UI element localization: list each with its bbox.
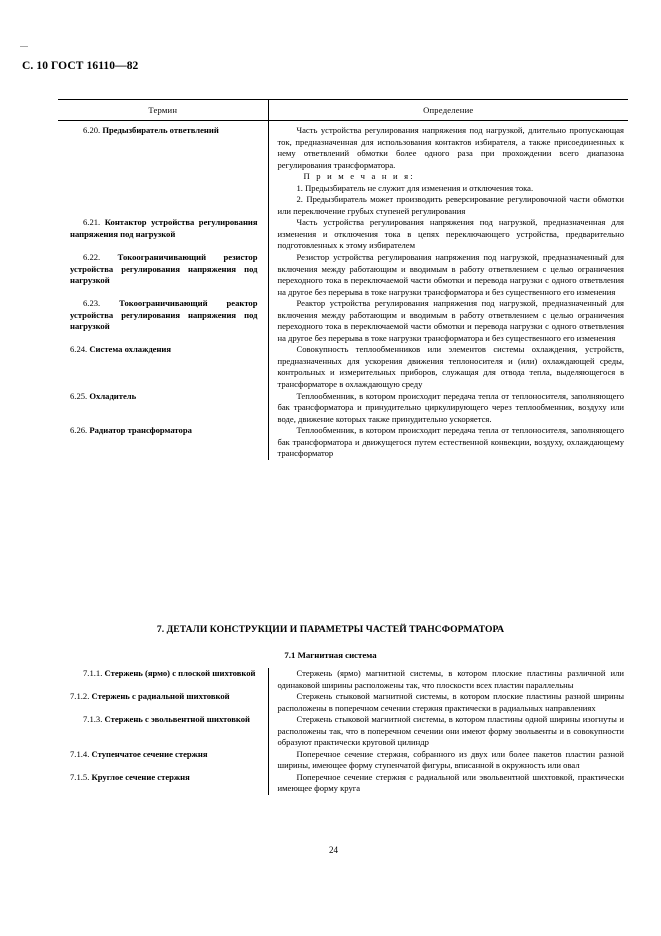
term-label: Стержень (ярмо) с плоской шихтовкой: [104, 668, 256, 678]
header-rule: [20, 46, 28, 47]
term-cell: [58, 217, 268, 252]
term-number: 6.25.: [70, 390, 88, 401]
definition-text: Совокупность теплообменников или элементов системы охлаждения, устройств, предназначенных для ускорения движения теплоносителя и (или) охлаждающей среды, контрольных и измерительных приборов, служащая для отвода тепла, выделяющегося в трансформаторе в охлаждающую среду: [277, 344, 624, 390]
term-label: Круглое сечение стержня: [91, 771, 190, 782]
definition-cell: [268, 772, 628, 795]
term-label: Стержень с эвольвентной шихтовкой: [104, 714, 250, 725]
definition-text: Теплообменник, в котором происходит передача тепла от теплоносителя, заполняющего бак трансформатора и движущегося путем естественной конвекции, воздуху, охлаждающему трансформатор: [277, 425, 624, 459]
definition-text: Стержень (ярмо) магнитной системы, в котором плоские пластины различной или одинаковой ширины расположены так, что плоскости всех пластин параллельны: [277, 668, 624, 690]
definition-text: Поперечное сечение стержня с радиальной или эвольвентной шихтовкой, практически имеющее форму круга: [277, 771, 624, 794]
term-cell: [58, 668, 268, 691]
table-row: [58, 772, 628, 795]
definition-text: Стержень стыковой магнитной системы, в котором плоские пластины разной ширины расположены в поперечном сечении стержня практически в радиальных направлениях: [277, 691, 624, 713]
term-number: 7.1.4.: [70, 748, 90, 759]
term-cell: [58, 714, 268, 749]
term-number: 6.23.: [83, 298, 101, 309]
page-folio: [0, 845, 661, 855]
terms-table-1: [58, 100, 628, 460]
column-header-definition: Определение: [423, 105, 474, 115]
column-header-term: Термин: [58, 100, 268, 120]
term-number: 7.1.3.: [83, 714, 103, 725]
definition-text: Реактор устройства регулирования напряжения под нагрузкой, предназначенный для включения между работающим и вводимым в работу ответвлением с целью ограничения переходного тока в переключаемой части обмотки и перевода нагрузки с одного ответвления на другое без перерыва в токе нагрузки трансформатора и без существенного его изменения: [277, 298, 624, 343]
term-cell: [58, 749, 268, 772]
term-label: Контактор устройства регулирования напряжения под нагрузкой: [70, 217, 258, 239]
note-item: 2. Предызбиратель может производить реверсирование регулировочной части обмотки или переключение грубых ступеней регулирования: [277, 194, 624, 216]
table-row: [58, 217, 628, 252]
term-cell: [58, 344, 268, 390]
definition-cell: [268, 691, 628, 714]
term-label: Радиатор трансформатора: [89, 425, 192, 436]
term-number: 6.21.: [83, 217, 101, 228]
term-number: 6.24.: [70, 344, 88, 355]
definition-cell: [268, 120, 628, 217]
definition-text: Часть устройства регулирования напряжения под нагрузкой, длительно пропускающая ток, предназначенная для использования контактов избирателя, а также присоединенных к нему ответвлений обмотки более одного раза при прохождении всего диапазона регулирования трансформатора.: [277, 125, 624, 170]
table-row: [58, 668, 628, 691]
section-heading: 7. ДЕТАЛИ КОНСТРУКЦИИ И ПАРАМЕТРЫ ЧАСТЕЙ ТРАНСФОРМАТОРА: [156, 624, 505, 635]
table-row: [58, 344, 628, 390]
term-cell: [58, 120, 268, 217]
table-row: [58, 714, 628, 749]
definition-text: Резистор устройства регулирования напряжения под нагрузкой, предназначенный для включения между работающим и вводимым в работу ответвлением с целью ограничения переходного тока в переключаемой части обмотки и перевода нагрузки с одного ответвления на другое без перерыва в токе нагрузки трансформатора и без существенного его изменения: [277, 252, 624, 297]
definition-cell: [268, 252, 628, 298]
definition-cell: [268, 298, 628, 344]
term-number: 6.26.: [70, 425, 88, 436]
term-number: 6.20.: [83, 125, 101, 135]
table-row: [58, 120, 628, 217]
definition-cell: [268, 425, 628, 460]
definition-text: Стержень стыковой магнитной системы, в котором пластины одной ширины изогнуты и расположены так, что в поперечном сечении они имеют форму эвольвенты и в совокупности образуют практически круговой цилиндр: [277, 714, 624, 748]
definition-text: Часть устройства регулирования напряжения под нагрузкой, предназначенная для изменения и отключения тока в цепях переключающего устройства, предварительно подготовленных к этому избирателем: [277, 217, 624, 251]
term-number: 7.1.2.: [70, 691, 90, 702]
table1-header-row: [58, 100, 628, 120]
table-row: [58, 298, 628, 344]
definition-cell: [268, 217, 628, 252]
term-cell: [58, 772, 268, 795]
term-number: 6.22.: [83, 252, 101, 263]
table-row: [58, 252, 628, 298]
notes-label: П р и м е ч а н и я:: [303, 171, 415, 182]
definition-text: Поперечное сечение стержня, собранного из двух или более пакетов пластин разной ширины, имеющее форму ступенчатой фигуры, вписанной в окружность или овал: [277, 748, 624, 771]
definition-text: Теплообменник, в котором происходит передача тепла от теплоносителя, заполняющего бак трансформатора и принудительно циркулирующего через теплообменник, воздуху или воде, движение которых также принудительно ускоряется.: [277, 390, 624, 424]
term-label: Токоограничивающий резистор устройства регулирования напряжения под нагрузкой: [70, 252, 258, 286]
definition-cell: [268, 714, 628, 749]
table-row: [58, 749, 628, 772]
section-subheading: 7.1 Магнитная система: [284, 650, 377, 660]
term-cell: [58, 425, 268, 460]
table-row: [58, 691, 628, 714]
term-cell: [58, 391, 268, 426]
term-label: Стержень с радиальной шихтовкой: [91, 691, 230, 702]
term-label: Ступенчатое сечение стержня: [91, 748, 208, 759]
running-header: С. 10 ГОСТ 16110—82: [22, 60, 139, 72]
terms-table-2: [58, 668, 628, 795]
definition-cell: [268, 344, 628, 390]
table-row: [58, 391, 628, 426]
definition-cell: [268, 749, 628, 772]
term-label: Предызбиратель ответвлений: [102, 125, 219, 135]
term-label: Охладитель: [89, 390, 137, 401]
table-row: [58, 425, 628, 460]
definition-cell: [268, 391, 628, 426]
term-cell: [58, 691, 268, 714]
folio-number: 24: [329, 845, 338, 855]
term-number: 7.1.1.: [83, 668, 103, 678]
term-cell: [58, 252, 268, 298]
term-label: Система охлаждения: [89, 344, 172, 355]
term-number: 7.1.5.: [70, 771, 90, 782]
note-item: 1. Предызбиратель не служит для изменения и отключения тока.: [296, 182, 534, 193]
definition-cell: [268, 668, 628, 691]
term-cell: [58, 298, 268, 344]
term-label: Токоограничивающий реактор устройства регулирования напряжения под нагрузкой: [70, 298, 258, 332]
